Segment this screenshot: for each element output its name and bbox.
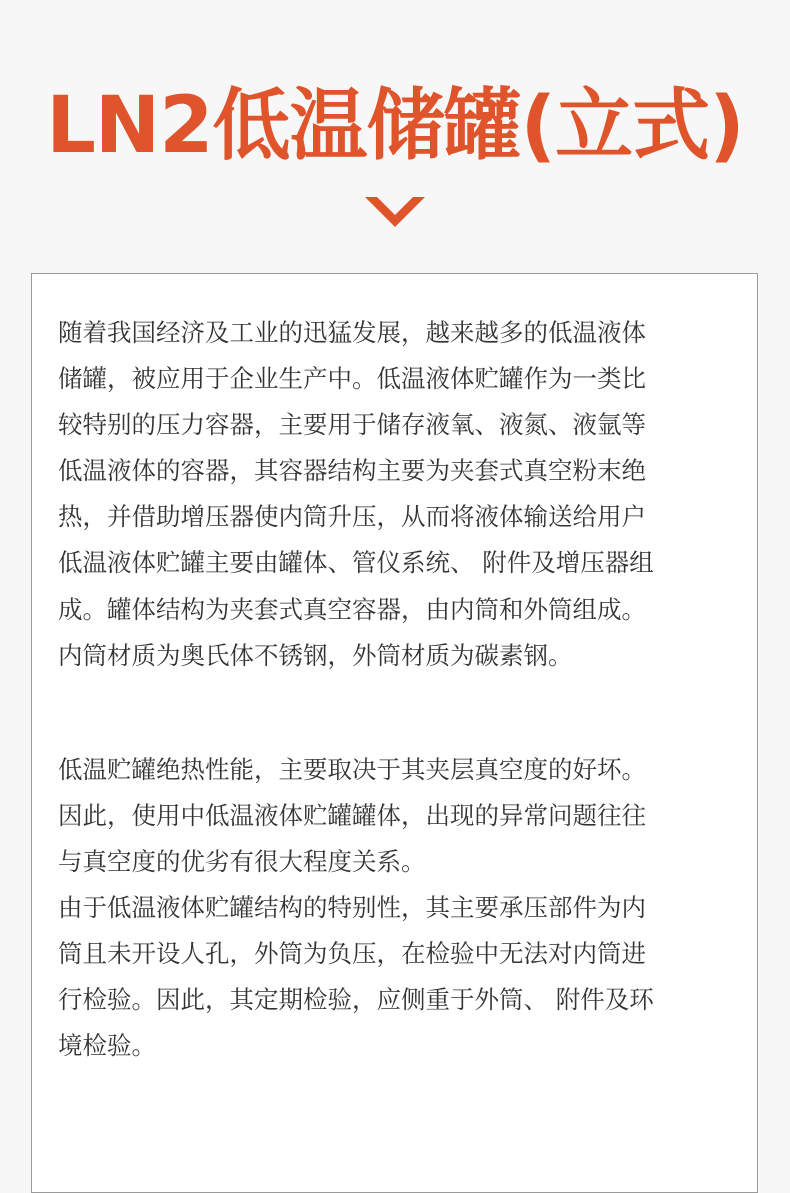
content-panel [31,273,758,1193]
paragraph-inspection: 由于低温液体贮罐结构的特别性，其主要承压部件为内 筒且未开设人孔，外筒为负压，在检验中无法对内筒进 行检验。因此，其定期检验，应侧重于外筒、 附件及环 境检验。 [58,893,654,1061]
double-chevron-down-icon [365,197,425,231]
paragraph-insulation: 低温贮罐绝热性能，主要取决于其夹层真空度的好坏。 因此，使用中低温液体贮罐罐体，出现的异常问题往往 与真空度的优劣有很大程度关系。 [58,755,646,877]
paragraph-intro: 随着我国经济及工业的迅猛发展，越来越多的低温液体 储罐，被应用于企业生产中。低温液体贮罐作为一类比 较特别的压力容器，主要用于储存液氧、液氮、液氩等 低温液体的容器，其容器结构主要为夹套式真空粉末绝 热，并借助增压器使内筒升压，从而将液体输送给用户 低温液体贮罐主要由罐体、管仪系统、 附件及增压器组 成。罐体结构为夹套式真空容器，由内筒和外筒组成。 内筒材质为奥氏体不锈钢，外筒材质为碳素钢。 [58,318,654,670]
page-title: LN2低温储罐(立式) [46,81,744,171]
